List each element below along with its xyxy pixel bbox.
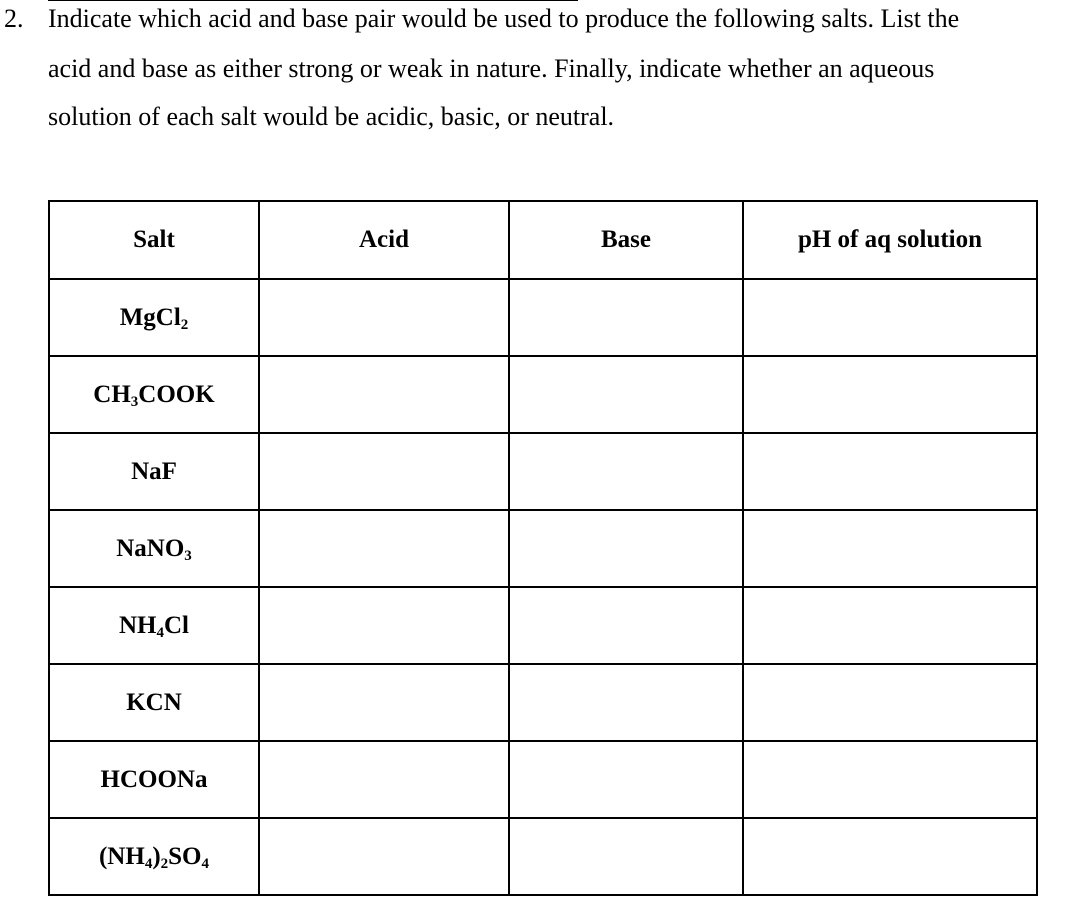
base-answer-cell[interactable] [509, 279, 743, 356]
header-ph: pH of aq solution [743, 201, 1037, 279]
acid-answer-cell[interactable] [259, 433, 509, 510]
acid-answer-cell[interactable] [259, 664, 509, 741]
table-row [49, 356, 1037, 433]
header-acid: Acid [259, 201, 509, 279]
acid-answer-cell[interactable] [259, 279, 509, 356]
table-row [49, 433, 1037, 510]
salt-formula-cell [49, 356, 259, 433]
question-text-line-3: solution of each salt would be acidic, basic, or neutral. [48, 102, 615, 131]
base-answer-cell[interactable] [509, 510, 743, 587]
acid-answer-cell[interactable] [259, 587, 509, 664]
formula-text: NaNO [116, 534, 185, 562]
table-row [49, 279, 1037, 356]
ph-answer-cell[interactable] [743, 741, 1037, 818]
salt-formula-cell [49, 818, 259, 895]
table-row [49, 818, 1037, 895]
salt-formula-cell [49, 279, 259, 356]
header-base: Base [509, 201, 743, 279]
salt-formula-cell [49, 510, 259, 587]
base-answer-cell[interactable] [509, 664, 743, 741]
formula-text: NaF [131, 457, 177, 485]
formula-subscript: 4 [156, 624, 164, 641]
acid-answer-cell[interactable] [259, 356, 509, 433]
base-answer-cell[interactable] [509, 818, 743, 895]
formula-text: SO [168, 842, 202, 870]
table-row [49, 510, 1037, 587]
formula-subscript: 3 [130, 393, 139, 410]
formula-subscript: 2 [180, 316, 189, 333]
formula-text: NH [119, 611, 157, 639]
salt-formula-cell [49, 587, 259, 664]
salts-table [48, 200, 1038, 896]
formula-text: HCOONa [100, 765, 208, 793]
formula-text: CH [93, 380, 131, 408]
formula-text: MgCl [119, 303, 181, 331]
table-row [49, 741, 1037, 818]
salt-formula-cell [49, 664, 259, 741]
ph-answer-cell[interactable] [743, 279, 1037, 356]
salt-formula-cell [49, 741, 259, 818]
formula-subscript: 4 [201, 855, 209, 872]
ph-answer-cell[interactable] [743, 818, 1037, 895]
formula-text: COOK [138, 380, 215, 408]
formula-text: ) [152, 842, 161, 870]
formula-text: (NH [98, 842, 145, 870]
base-answer-cell[interactable] [509, 433, 743, 510]
question-number: 2. [4, 4, 24, 33]
ph-answer-cell[interactable] [743, 664, 1037, 741]
ph-answer-cell[interactable] [743, 510, 1037, 587]
ph-answer-cell[interactable] [743, 356, 1037, 433]
header-salt: Salt [49, 201, 259, 279]
base-answer-cell[interactable] [509, 587, 743, 664]
ph-answer-cell[interactable] [743, 587, 1037, 664]
base-answer-cell[interactable] [509, 356, 743, 433]
acid-answer-cell[interactable] [259, 741, 509, 818]
salt-formula-cell [49, 433, 259, 510]
formula-subscript: 3 [184, 547, 192, 564]
table-row [49, 587, 1037, 664]
question-text-line-1: Indicate which acid and base pair would be used to produce the following salts. List the [48, 4, 960, 33]
table-header-row [49, 201, 1037, 279]
top-rule-line [48, 0, 578, 1]
acid-answer-cell[interactable] [259, 818, 509, 895]
ph-answer-cell[interactable] [743, 433, 1037, 510]
formula-subscript: 4 [144, 855, 153, 872]
table-body [49, 279, 1037, 895]
question-text-line-2: acid and base as either strong or weak in nature. Finally, indicate whether an aqueous [48, 54, 935, 83]
base-answer-cell[interactable] [509, 741, 743, 818]
formula-text: Cl [164, 611, 189, 639]
formula-subscript: 2 [160, 855, 169, 872]
table-row [49, 664, 1037, 741]
acid-answer-cell[interactable] [259, 510, 509, 587]
formula-text: KCN [126, 688, 182, 716]
